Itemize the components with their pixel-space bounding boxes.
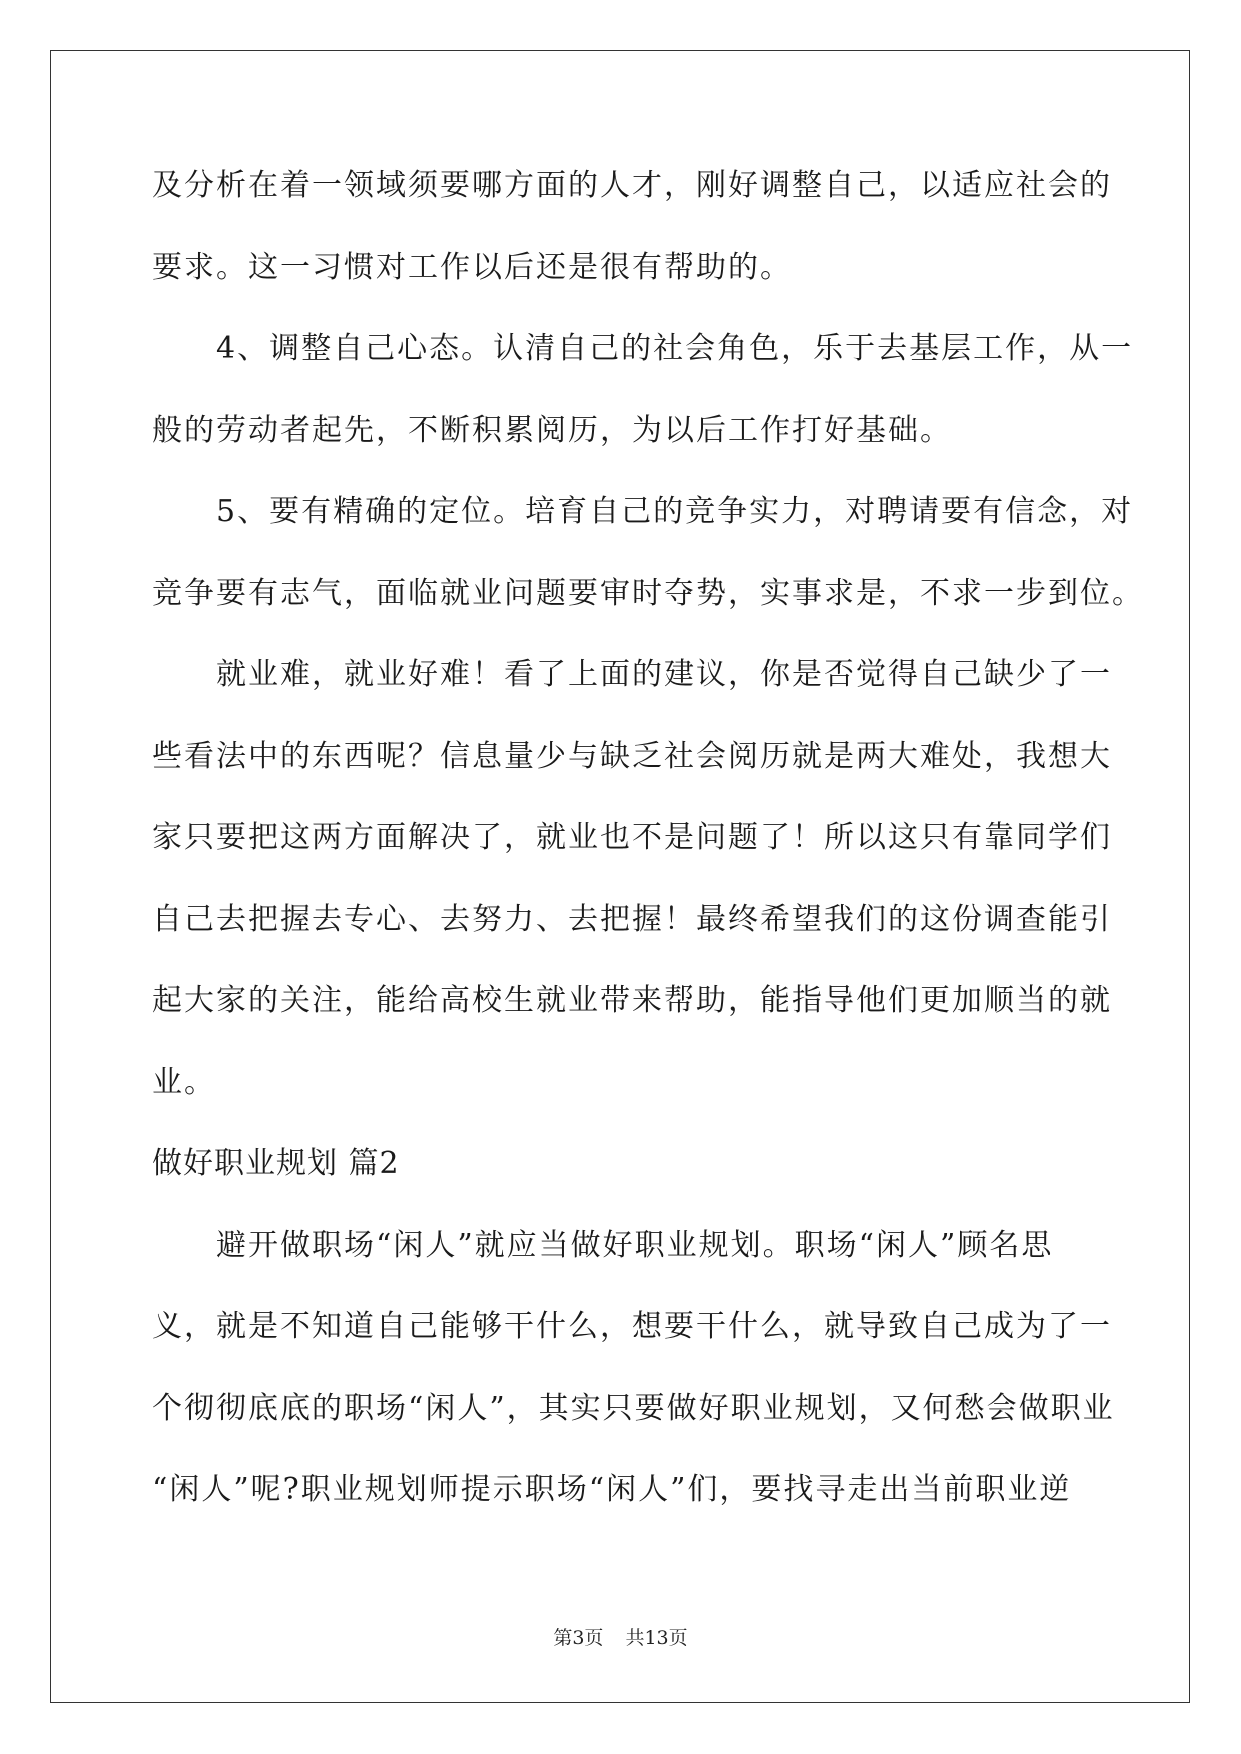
- paragraph-start-line: 5、要有精确的定位。培育自己的竞争实力，对聘请要有信念，对: [216, 494, 1134, 529]
- document-body: [152, 160, 1144, 1546]
- text-line: 般的劳动者起先，不断积累阅历，为以后工作打好基础。: [152, 412, 952, 448]
- paragraph-start-line: 就业难，就业好难！看了上面的建议，你是否觉得自己缺少了一: [216, 657, 1112, 692]
- text-line: 家只要把这两方面解决了，就业也不是问题了！所以这只有靠同学们: [152, 820, 1112, 855]
- paragraph-start-line: 避开做职场“闲人”就应当做好职业规划。职场“闲人”顾名思: [216, 1227, 1054, 1263]
- text-line: 些看法中的东西呢？信息量少与缺乏社会阅历就是两大难处，我想大: [152, 738, 1112, 774]
- text-line: 要求。这一习惯对工作以后还是很有帮助的。: [152, 249, 792, 285]
- page-footer: [0, 1626, 1241, 1650]
- total-page-count: 共13页: [625, 1627, 688, 1649]
- text-line: 竞争要有志气，面临就业问题要审时夺势，实事求是，不求一步到位。: [152, 575, 1144, 611]
- text-line: 起大家的关注，能给高校生就业带来帮助，能指导他们更加顺当的就: [152, 983, 1112, 1018]
- text-line: 及分析在着一领域须要哪方面的人才，刚好调整自己，以适应社会的: [152, 168, 1112, 203]
- current-page-number: 第3页: [553, 1627, 604, 1649]
- text-line: 义，就是不知道自己能够干什么，想要干什么，就导致自己成为了一: [152, 1309, 1112, 1344]
- text-line: “闲人”呢?职业规划师提示职场“闲人”们，要找寻走出当前职业逆: [152, 1472, 1072, 1507]
- text-line: 自己去把握去专心、去努力、去把握！最终希望我们的这份调查能引: [152, 901, 1112, 937]
- paragraph-start-line: 4、调整自己心态。认清自己的社会角色，乐于去基层工作，从一: [216, 331, 1134, 366]
- section-heading: 做好职业规划 篇2: [152, 1146, 400, 1181]
- text-line: 业。: [152, 1064, 216, 1100]
- text-line: 个彻彻底底的职场“闲人”，其实只要做好职业规划，又何愁会做职业: [152, 1390, 1115, 1426]
